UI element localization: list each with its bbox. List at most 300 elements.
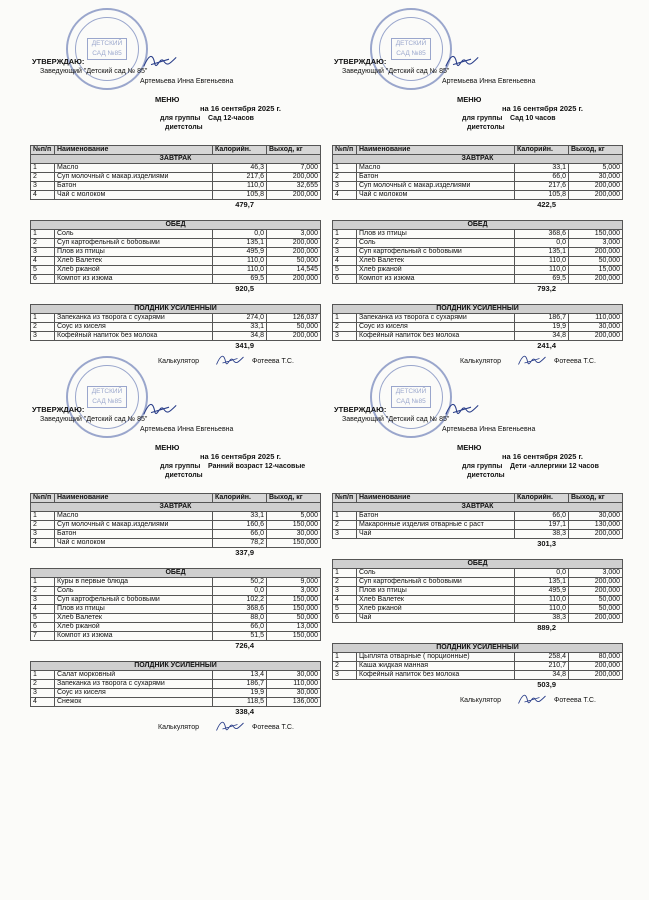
dish-name: Суп картофельный с бобовыми [357,248,515,257]
dish-name: Хлеб Валетек [357,257,515,266]
dish-name: Соль [55,587,213,596]
dish-output: 50,000 [569,257,623,266]
dish-calories: 368,6 [515,230,569,239]
row-number: 2 [31,680,55,689]
head-signature [140,400,180,418]
table-row [31,230,321,239]
dish-output: 50,000 [267,257,321,266]
row-number: 1 [31,230,55,239]
dish-output: 200,000 [267,332,321,341]
head-position: Заведующий "Детский сад № 85" [342,416,450,423]
dish-output: 150,000 [267,539,321,548]
col-output-header: Выход, кг [267,494,321,503]
dish-calories: 69,5 [515,275,569,284]
dish-calories: 0,0 [515,569,569,578]
menu-table [30,493,321,548]
meal-section-title: ПОЛДНИК УСИЛЕННЫЙ [31,305,321,314]
meal-section-header [31,155,321,164]
calculator-name: Фотеева Т.С. [554,358,596,365]
dish-name: Макаронные изделия отварные с раст [357,521,515,530]
dish-output: 32,655 [267,182,321,191]
stamp-seal-text: ДЕТСКИЙ САД №85 [87,386,127,408]
dish-calories: 78,2 [213,539,267,548]
meal-section-title: ОБЕД [31,221,321,230]
dish-calories: 110,0 [515,266,569,275]
calculator-name: Фотеева Т.С. [252,358,294,365]
dish-calories: 160,6 [213,521,267,530]
section-total [30,707,320,716]
menu-quadrant-sad-12 [30,8,320,372]
dish-name: Суп молочный с макар.изделиями [357,182,515,191]
dish-name: Соус из киселя [55,323,213,332]
meal-section-header [31,503,321,512]
dish-output: 200,000 [569,275,623,284]
dish-calories: 495,9 [515,587,569,596]
table-row [31,680,321,689]
section-total-value: 341,9 [235,341,254,350]
group-name: Ранний возраст 12-часовые [208,463,306,470]
menu-table [332,220,623,284]
table-row [31,266,321,275]
stamp-seal [370,8,452,90]
section-total-value: 301,3 [537,539,556,548]
dish-calories: 210,7 [515,662,569,671]
dish-name: Чай с молоком [55,191,213,200]
section-total-value: 241,4 [537,341,556,350]
menu-date: на 16 сентября 2025 г. [200,452,281,461]
table-row [31,191,321,200]
diet-label: диетстолы [467,124,505,131]
row-number: 5 [333,266,357,275]
dish-name: Хлеб Валетек [357,596,515,605]
table-row [31,698,321,707]
dish-calories: 34,8 [213,332,267,341]
dish-name: Снежок [55,698,213,707]
table-row [333,530,623,539]
dish-name: Кофейный напиток без молока [55,332,213,341]
row-number: 3 [31,332,55,341]
dish-name: Масло [55,512,213,521]
row-number: 1 [333,230,357,239]
table-row [333,662,623,671]
dish-calories: 33,1 [515,164,569,173]
dish-calories: 135,1 [515,578,569,587]
head-signature [140,52,180,70]
dish-calories: 105,8 [213,191,267,200]
section-gap [30,650,320,661]
section-total [332,539,622,548]
dish-calories: 135,1 [213,239,267,248]
dish-output: 50,000 [267,323,321,332]
dish-name: Компот из изюма [55,632,213,641]
table-row [31,521,321,530]
dish-name: Цыплята отварные ( порционные) [357,653,515,662]
meal-section-header [333,221,623,230]
row-number: 3 [333,530,357,539]
table-row [31,314,321,323]
calculator-signature [517,689,547,709]
stamp-seal [66,8,148,90]
dish-calories: 217,6 [213,173,267,182]
col-calories-header: Калорийн. [213,146,267,155]
dish-output: 9,000 [267,578,321,587]
meal-section-title: ЗАВТРАК [333,503,623,512]
dish-output: 200,000 [569,587,623,596]
menu-table [30,304,321,341]
dish-output: 5,000 [267,512,321,521]
head-position: Заведующий "Детский сад № 85" [40,68,148,75]
dish-calories: 135,1 [515,248,569,257]
dish-name: Салат морковный [55,671,213,680]
row-number: 2 [31,521,55,530]
section-total [30,200,320,209]
dish-output: 50,000 [267,614,321,623]
section-gap [332,632,622,643]
table-row [333,605,623,614]
menu-table [332,493,623,539]
col-output-header: Выход, кг [569,146,623,155]
dish-calories: 51,5 [213,632,267,641]
meal-section-header [31,221,321,230]
dish-output: 15,000 [569,266,623,275]
row-number: 3 [333,248,357,257]
dish-calories: 186,7 [213,680,267,689]
menu-title: МЕНЮ [457,443,482,452]
dish-calories: 34,8 [515,332,569,341]
dish-name: Запеканка из творога с сухарями [55,314,213,323]
dish-name: Суп картофельный с бобовыми [55,596,213,605]
dish-output: 200,000 [569,248,623,257]
dish-calories: 66,0 [515,173,569,182]
table-row [31,596,321,605]
section-gap [30,557,320,568]
group-name: Сад 10 часов [510,115,556,122]
dish-calories: 66,0 [213,623,267,632]
approve-label: УТВЕРЖДАЮ: [334,405,387,414]
section-total-value: 503,9 [537,680,556,689]
dish-calories: 110,0 [515,596,569,605]
table-header-row [333,494,623,503]
table-row [333,512,623,521]
section-gap [332,548,622,559]
col-num-header: №п/п [31,494,55,503]
dish-calories: 19,9 [213,689,267,698]
dish-name: Чай с молоком [357,191,515,200]
dish-calories: 69,5 [213,275,267,284]
head-name: Артемьева Инна Евгеньевна [442,78,536,85]
menu-quadrant-allergy [332,356,622,711]
row-number: 4 [333,191,357,200]
dish-name: Масло [357,164,515,173]
row-number: 2 [31,587,55,596]
table-row [31,173,321,182]
row-number: 3 [333,332,357,341]
meal-section-title: ПОЛДНИК УСИЛЕННЫЙ [333,305,623,314]
dish-output: 150,000 [267,596,321,605]
approve-label: УТВЕРЖДАЮ: [32,405,85,414]
table-row [333,614,623,623]
table-row [31,248,321,257]
table-row [31,257,321,266]
meal-section-title: ПОЛДНИК УСИЛЕННЫЙ [333,644,623,653]
table-row [333,314,623,323]
section-total-value: 889,2 [537,623,556,632]
calculator-label: Калькулятор [460,697,501,704]
col-calories-header: Калорийн. [515,146,569,155]
signature-icon [442,400,482,418]
row-number: 4 [31,539,55,548]
table-row [31,332,321,341]
dish-name: Кофейный напиток без молока [357,332,515,341]
section-total [332,341,622,350]
dish-name: Плов из птицы [357,587,515,596]
meal-section-header [31,662,321,671]
dish-calories: 88,0 [213,614,267,623]
approval-header [332,356,622,493]
dish-output: 200,000 [569,578,623,587]
group-name: Сад 12-часов [208,115,254,122]
table-row [333,182,623,191]
dish-output: 200,000 [569,332,623,341]
table-row [333,587,623,596]
menu-quadrant-early-age [30,356,320,738]
section-total-value: 920,5 [235,284,254,293]
menu-title: МЕНЮ [155,95,180,104]
head-name: Артемьева Инна Евгеньевна [140,78,234,85]
dish-output: 110,000 [569,314,623,323]
meal-section-header [333,155,623,164]
dish-output: 150,000 [267,605,321,614]
meal-section-header [333,560,623,569]
dish-calories: 110,0 [515,605,569,614]
signature-icon [517,689,547,709]
col-output-header: Выход, кг [267,146,321,155]
row-number: 2 [333,173,357,182]
dish-name: Соль [357,239,515,248]
dish-name: Хлеб ржаной [357,605,515,614]
approval-header [30,8,320,145]
table-row [31,671,321,680]
row-number: 7 [31,632,55,641]
dish-calories: 102,2 [213,596,267,605]
dish-calories: 46,3 [213,164,267,173]
calculator-label: Калькулятор [158,358,199,365]
dish-calories: 368,6 [213,605,267,614]
head-signature [442,52,482,70]
row-number: 4 [31,698,55,707]
table-row [31,632,321,641]
dish-name: Суп картофельный с бобовыми [55,239,213,248]
section-total [332,680,622,689]
menu-date: на 16 сентября 2025 г. [200,104,281,113]
section-total-value: 422,5 [537,200,556,209]
dish-output: 7,000 [267,164,321,173]
menu-title: МЕНЮ [457,95,482,104]
dish-calories: 19,9 [515,323,569,332]
approval-header [30,356,320,493]
group-prefix: для группы [462,115,503,122]
diet-label: диетстолы [467,472,505,479]
dish-output: 30,000 [267,671,321,680]
table-row [333,173,623,182]
row-number: 2 [333,578,357,587]
row-number: 3 [31,248,55,257]
group-name: Дети -аллергики 12 часов [510,463,599,470]
dish-calories: 0,0 [213,230,267,239]
row-number: 1 [333,512,357,521]
stamp-seal [66,356,148,438]
row-number: 3 [31,182,55,191]
dish-name: Чай [357,530,515,539]
section-gap [332,209,622,220]
menu-table [332,145,623,200]
table-row [31,578,321,587]
dish-name: Соль [55,230,213,239]
row-number: 5 [31,266,55,275]
dish-name: Хлеб ржаной [55,623,213,632]
dish-calories: 0,0 [213,587,267,596]
dish-calories: 110,0 [213,266,267,275]
row-number: 1 [333,653,357,662]
row-number: 3 [333,587,357,596]
row-number: 1 [31,671,55,680]
table-header-row [31,494,321,503]
table-row [31,614,321,623]
dish-calories: 110,0 [213,182,267,191]
col-output-header: Выход, кг [569,494,623,503]
dish-name: Суп молочный с макар.изделиями [55,173,213,182]
row-number: 3 [31,596,55,605]
group-prefix: для группы [462,463,503,470]
row-number: 5 [31,614,55,623]
menu-date: на 16 сентября 2025 г. [502,104,583,113]
dish-output: 200,000 [267,239,321,248]
dish-calories: 110,0 [213,257,267,266]
table-row [333,521,623,530]
stamp-seal-text: ДЕТСКИЙ САД №85 [391,38,431,60]
dish-output: 30,000 [569,173,623,182]
dish-output: 200,000 [267,248,321,257]
meal-section-title: ОБЕД [333,560,623,569]
menu-table [332,559,623,623]
dish-output: 30,000 [569,323,623,332]
row-number: 1 [333,164,357,173]
head-name: Артемьева Инна Евгеньевна [140,426,234,433]
dish-calories: 0,0 [515,239,569,248]
dish-calories: 495,9 [213,248,267,257]
dish-output: 5,000 [569,164,623,173]
col-name-header: Наименование [55,494,213,503]
stamp-seal [370,356,452,438]
group-prefix: для группы [160,463,201,470]
row-number: 2 [333,521,357,530]
menu-table [30,145,321,200]
dish-calories: 13,4 [213,671,267,680]
row-number: 2 [31,173,55,182]
table-header-row [333,146,623,155]
meal-section-header [31,305,321,314]
head-position: Заведующий "Детский сад № 85" [342,68,450,75]
table-row [31,605,321,614]
dish-name: Суп молочный с макар.изделиями [55,521,213,530]
table-row [31,239,321,248]
dish-output: 3,000 [569,569,623,578]
table-row [333,653,623,662]
menu-table [30,568,321,641]
section-total [30,341,320,350]
section-total [30,548,320,557]
table-row [333,239,623,248]
row-number: 2 [333,239,357,248]
dish-output: 14,545 [267,266,321,275]
dish-calories: 38,3 [515,614,569,623]
dish-output: 30,000 [569,512,623,521]
table-row [31,623,321,632]
menu-table [30,661,321,707]
dish-output: 110,000 [267,680,321,689]
dish-calories: 110,0 [515,257,569,266]
row-number: 1 [31,164,55,173]
stamp-seal-text: ДЕТСКИЙ САД №85 [391,386,431,408]
dish-name: Соус из киселя [55,689,213,698]
dish-name: Плов из птицы [55,605,213,614]
meal-section-title: ЗАВТРАК [31,155,321,164]
dish-output: 50,000 [569,605,623,614]
meal-section-header [333,503,623,512]
row-number: 2 [31,239,55,248]
row-number: 6 [333,275,357,284]
approval-header [332,8,622,145]
dish-name: Хлеб ржаной [357,266,515,275]
row-number: 6 [31,275,55,284]
dish-calories: 105,8 [515,191,569,200]
dish-output: 80,000 [569,653,623,662]
col-num-header: №п/п [31,146,55,155]
table-row [333,257,623,266]
dish-name: Плов из птицы [55,248,213,257]
calculator-label: Калькулятор [460,358,501,365]
diet-label: диетстолы [165,124,203,131]
approve-label: УТВЕРЖДАЮ: [32,57,85,66]
row-number: 3 [333,671,357,680]
row-number: 6 [333,614,357,623]
dish-name: Соус из киселя [357,323,515,332]
meal-section-header [333,644,623,653]
dish-output: 150,000 [267,521,321,530]
dish-calories: 66,0 [515,512,569,521]
col-name-header: Наименование [55,146,213,155]
table-row [31,512,321,521]
calculator-footer [332,689,622,711]
dish-calories: 274,0 [213,314,267,323]
calculator-signature [215,716,245,736]
table-row [333,230,623,239]
dish-name: Плов из птицы [357,230,515,239]
signature-icon [140,52,180,70]
dish-name: Батон [55,530,213,539]
section-gap [30,209,320,220]
dish-output: 200,000 [569,671,623,680]
section-total-value: 338,4 [235,707,254,716]
calculator-name: Фотеева Т.С. [554,697,596,704]
menu-table [332,643,623,680]
menu-quadrant-sad-10 [332,8,622,372]
section-total [30,641,320,650]
section-gap [30,293,320,304]
table-row [31,182,321,191]
signature-icon [215,716,245,736]
section-gap [332,293,622,304]
